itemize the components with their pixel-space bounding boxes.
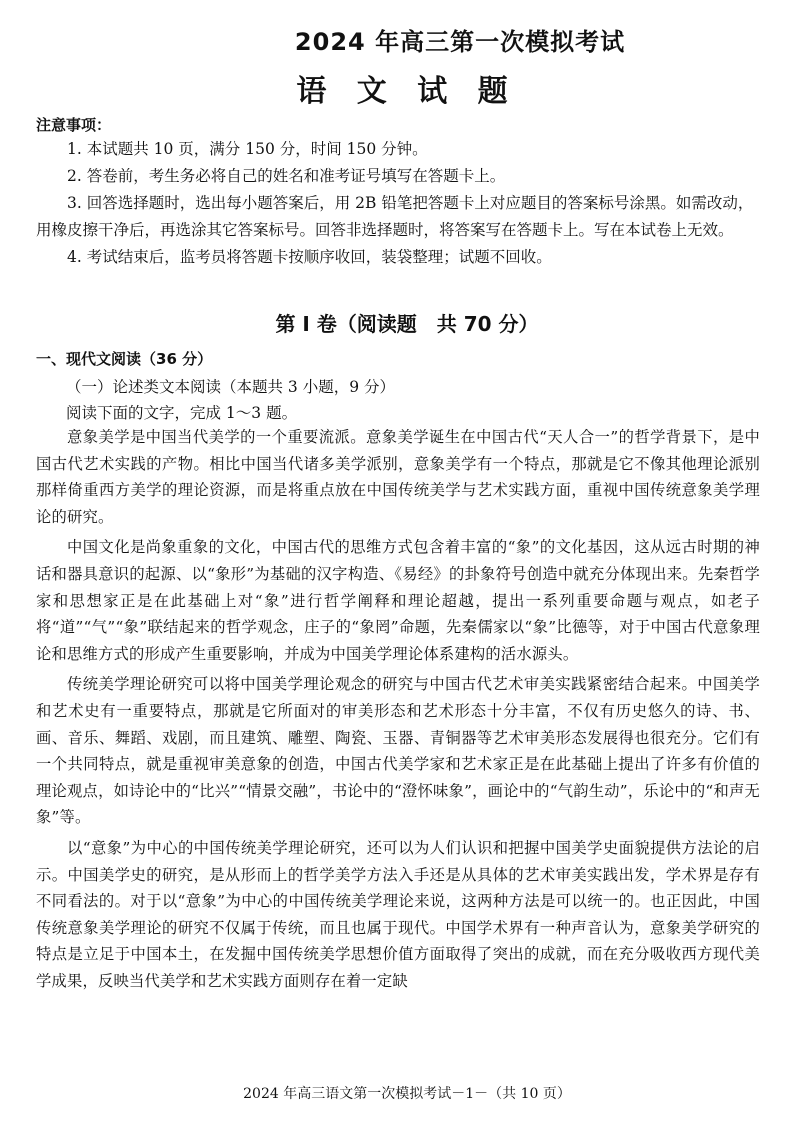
notice-heading: 注意事项： [36, 116, 112, 134]
passage-paragraph: 传统美学理论研究可以将中国美学理论观念的研究与中国古代艺术审美实践紧密结合起来。中国美学和艺术史有一重要特点，那就是它所面对的审美形态和艺术形态十分丰富，不仅有历史悠久的诗、书、画、音乐、舞蹈、戏剧，而且建筑、雕塑、陶瓷、玉器、青铜器等艺术审美形态发展得也很充分。它们有一个共同特点，就是重视审美意象的创造，中国古代美学家和艺术家正是在此基础上提出了许多有价值的理论观点，如诗论中的“比兴”“情景交融”，书论中的“澄怀味象”，画论中的“气韵生动”，乐论中的“和声无象”等。 [36, 675, 760, 827]
exam-title: 2024 年高三第一次模拟考试 [294, 28, 626, 56]
notice-list [36, 136, 760, 271]
reading-passage [36, 424, 760, 998]
volume-title: 第 Ⅰ 卷（阅读题 共 70 分） [275, 312, 539, 336]
passage-paragraph: 意象美学是中国当代美学的一个重要流派。意象美学诞生在中国古代“天人合一”的哲学背景下，是中国古代艺术实践的产物。相比中国当代诸多美学派别，意象美学有一个特点，那就是它不像其他理论派别那样倚重西方美学的理论资源，而是将重点放在中国传统美学与艺术实践方面，重视中国传统意象美学理论的研究。 [36, 428, 760, 526]
notice-item: 1. 本试题共 10 页，满分 150 分，时间 150 分钟。 [67, 140, 428, 158]
section-heading: 一、现代文阅读（36 分） [36, 350, 213, 368]
page-footer: 2024 年高三语文第一次模拟考试－1－（共 10 页） [243, 1086, 571, 1102]
notice-item: 2. 答卷前，考生务必将自己的姓名和准考证号填写在答题卡上。 [67, 167, 506, 185]
reading-instruction: 阅读下面的文字，完成 1～3 题。 [66, 404, 298, 422]
subsection-heading: （一）论述类文本阅读（本题共 3 小题，9 分） [66, 378, 396, 396]
notice-item: 3. 回答选择题时，选出每小题答案后，用 2B 铅笔把答题卡上对应题目的答案标号涂黑。如需改动，用橡皮擦干净后，再选涂其它答案标号。回答非选择题时，将答案写在答题卡上。写在本试卷上无效。 [36, 194, 754, 239]
subject-title: 语 文 试 题 [296, 74, 518, 109]
notice-item: 4. 考试结束后，监考员将答题卡按顺序收回，装袋整理；试题不回收。 [67, 248, 552, 266]
passage-paragraph: 以“意象”为中心的中国传统美学理论研究，还可以为人们认识和把握中国美学史面貌提供方法论的启示。中国美学史的研究，是从形而上的哲学美学方法入手还是从具体的艺术审美实践出发，学术界是存有不同看法的。对于以“意象”为中心的中国传统美学理论来说，这两种方法是可以统一的。也正因此，中国传统意象美学理论的研究不仅属于传统，而且也属于现代。中国学术界有一种声音认为，意象美学研究的特点是立足于中国本土，在发掘中国传统美学思想价值方面取得了突出的成就，而在充分吸收西方现代美学成果，反映当代美学和艺术实践方面则存在着一定缺 [36, 838, 760, 990]
passage-paragraph: 中国文化是尚象重象的文化，中国古代的思维方式包含着丰富的“象”的文化基因，这从远古时期的神话和器具意识的起源、以“象形”为基础的汉字构造、《易经》的卦象符号创造中就充分体现出来。先秦哲学家和思想家正是在此基础上对“象”进行哲学阐释和理论超越，提出一系列重要命题与观点，如老子将“道”“气”“象”联结起来的哲学观念，庄子的“象罔”命题，先秦儒家以“象”比德等，对于中国古代意象理论和思维方式的形成产生重要影响，并成为中国美学理论体系建构的活水源头。 [36, 538, 760, 663]
